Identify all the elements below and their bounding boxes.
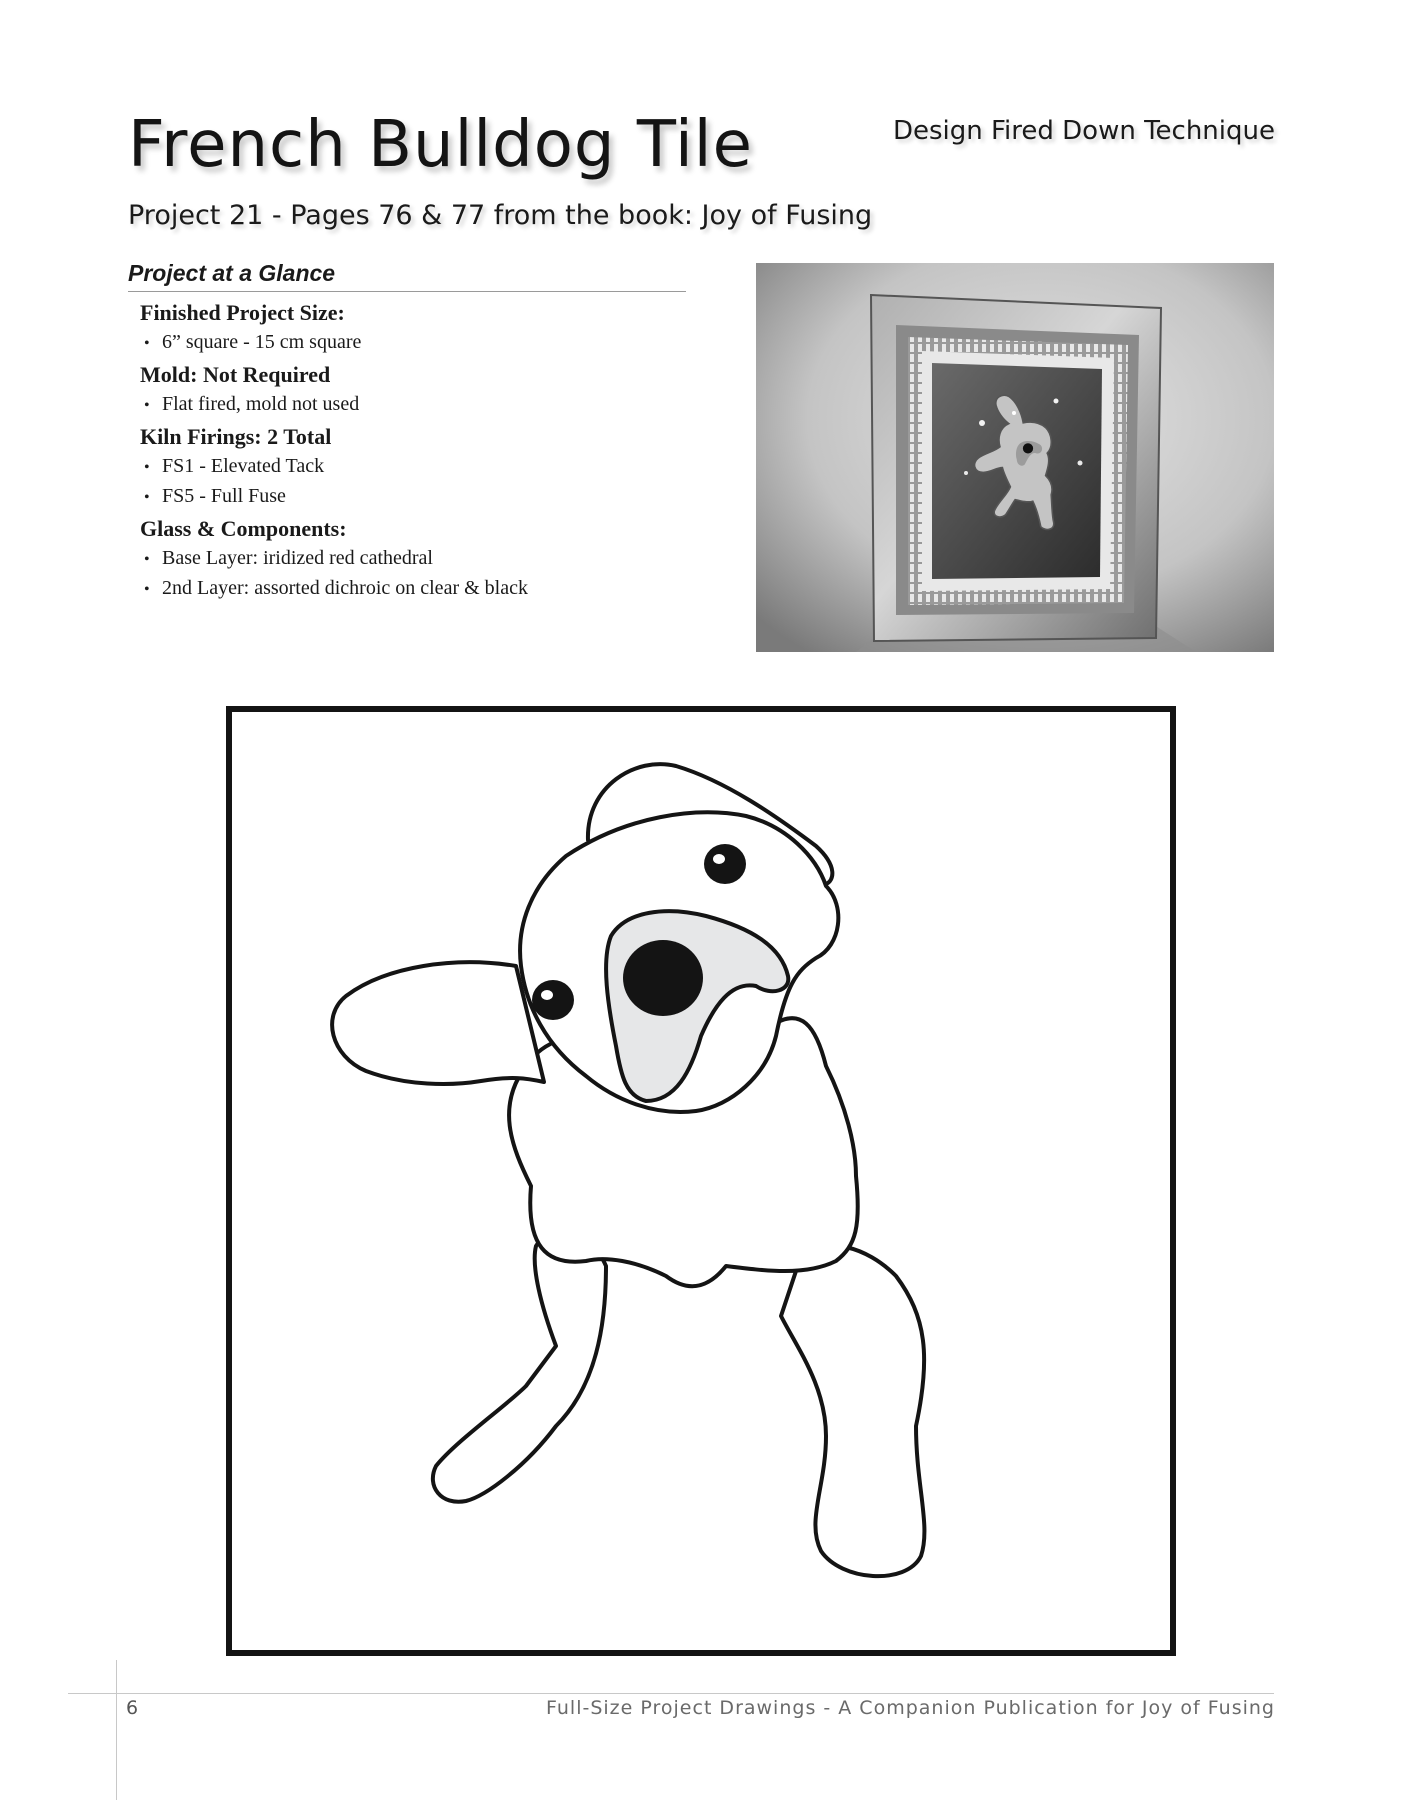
section-kiln-firings-label: Kiln Firings: 2 Total	[140, 424, 332, 449]
section-finished-size-label: Finished Project Size:	[140, 300, 345, 325]
footer-rule	[68, 1693, 1274, 1694]
footer-margin-rule	[116, 1660, 117, 1800]
nose-piece	[623, 940, 703, 1016]
left-eye-piece	[532, 980, 574, 1020]
french-bulldog-pattern	[226, 706, 1176, 1656]
glance-list	[128, 298, 686, 604]
finished-tile-photo	[756, 263, 1274, 652]
section-mold-label: Mold: Not Required	[140, 362, 331, 387]
glance-heading: Project at a Glance	[128, 260, 686, 292]
bullet-icon: •	[144, 397, 150, 414]
list-item: • Base Layer: iridized red cathedral	[140, 544, 686, 574]
bullet-icon: •	[144, 335, 150, 352]
bullet-icon: •	[144, 581, 150, 598]
list-item: • Flat fired, mold not used	[140, 390, 686, 420]
framed-tile-image	[756, 263, 1274, 652]
footer-publication: Full-Size Project Drawings - A Companion Publication for Joy of Fusing	[546, 1697, 1275, 1719]
page-number: 6	[126, 1697, 139, 1719]
full-size-pattern-drawing	[226, 706, 1176, 1656]
right-eye-piece	[704, 844, 746, 884]
technique-label: Design Fired Down Technique	[892, 116, 1275, 146]
bullet-icon: •	[144, 489, 150, 506]
project-subtitle: Project 21 - Pages 76 & 77 from the book: Joy of Fusing	[128, 200, 873, 231]
project-at-a-glance	[128, 260, 686, 604]
list-item: • 2nd Layer: assorted dichroic on clear & black	[140, 574, 686, 604]
list-item: • FS5 - Full Fuse	[140, 482, 686, 512]
bullet-icon: •	[144, 551, 150, 568]
page-title: French Bulldog Tile	[128, 108, 753, 182]
list-item: • FS1 - Elevated Tack	[140, 452, 686, 482]
list-item: • 6” square - 15 cm square	[140, 328, 686, 358]
section-glass-components-label: Glass & Components:	[140, 516, 347, 541]
bullet-icon: •	[144, 459, 150, 476]
